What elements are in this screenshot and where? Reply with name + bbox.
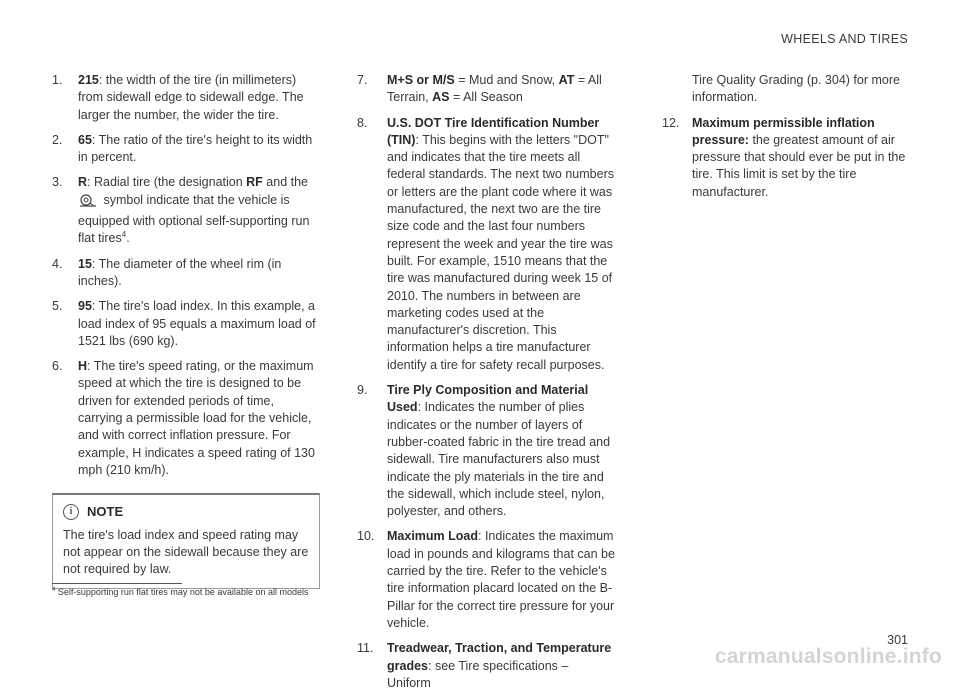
list-item: [357, 640, 615, 692]
item-number: 7.: [357, 73, 368, 87]
item-number: 8.: [357, 115, 368, 130]
item-number: [662, 72, 692, 107]
footnote-marker: 4: [52, 587, 56, 593]
list-item: 3. R: Radial tire (the designation RF and the symbol indicate that the vehicle is equipped with optional self-supporting run flat tires$^4$.: [52, 174, 320, 247]
item-term: U.S. DOT Tire Identification Number (TIN): [387, 115, 600, 147]
item-term: AT: [558, 73, 575, 87]
footnote: [52, 587, 308, 597]
tire-code-list-continued: [357, 72, 615, 692]
note-title: NOTE: [87, 504, 124, 520]
run-flat-tire-icon: [78, 194, 98, 213]
item-number: 1.: [52, 73, 63, 87]
item-text: : The diameter of the wheel rim (in inches).: [78, 256, 282, 288]
note-text: The tire's load index and speed rating may not appear on the sidewall because they are not required by law.: [63, 527, 309, 577]
list-item: 7. M+S or M/S = Mud and Snow, AT = All Terrain, AS = All Season: [357, 72, 615, 107]
column-2: [357, 72, 615, 700]
footnote-divider: [52, 583, 182, 584]
column-3: [662, 72, 908, 209]
item-number: 10.: [357, 529, 375, 544]
item-text: : Indicates the number of plies indicates or the number of layers of rubber-coated fabric in the tire tread and sidewall. Tire manufacturers also must indicate the ply materials in the tire and the sidewall, which include steel, nylon, polyester, and others.: [387, 400, 611, 519]
item-term: 65: [78, 132, 92, 147]
item-term-rf: RF: [246, 175, 263, 190]
section-header: WHEELS AND TIRES: [781, 32, 908, 46]
tire-code-list: [52, 72, 320, 479]
page-number: 301: [887, 633, 908, 647]
item-term: R: [78, 175, 88, 190]
item-text: : The ratio of the tire's height to its width in percent.: [78, 132, 313, 165]
item-term: Treadwear, Traction, and Temperature grades: [387, 641, 612, 673]
list-item: [52, 132, 320, 167]
item-text: : The tire's speed rating, or the maximum speed at which the tire is designed to be driven for extended periods of time, carrying a permissible load for the vehicle, and with correct inflation pressure. For example, H indicates a speed rating of 130 mph (210 km/h).: [78, 359, 315, 477]
tire-code-list-continued: [662, 72, 908, 201]
item-text: : Indicates the maximum load in pounds and kilograms that can be carried by the tire. Refer to the vehicle's tire information placard located on the B-Pillar for the correct tire pressure for your vehicle.: [387, 529, 615, 630]
item-term: H: [78, 359, 88, 374]
item-number: 11.: [357, 641, 374, 656]
item-text: the greatest amount of air pressure that should ever be put in the tire. This limit is set by the tire manufacturer.: [692, 132, 906, 199]
list-item: [662, 115, 908, 201]
list-item: [52, 358, 320, 479]
item-text: : see Tire specifications – Uniform: [387, 658, 569, 690]
item-term: 95: [78, 299, 92, 314]
list-item: [52, 72, 320, 124]
item-text: : The tire's load index. In this example, a load index of 95 equals a maximum load of 1521 lbs (690 kg).: [78, 299, 316, 348]
item-term: 15: [78, 256, 92, 271]
item-term: Tire Ply Composition and Material Used: [387, 383, 589, 415]
list-item: [357, 115, 615, 374]
item-number: 9.: [357, 383, 368, 398]
column-1: [52, 72, 320, 589]
list-item: [52, 298, 320, 350]
note-box: [52, 493, 320, 589]
item-term: 215: [78, 73, 99, 87]
item-number: 6.: [52, 359, 63, 374]
watermark: carmanualsonline.info: [714, 645, 942, 668]
item-text: symbol indicate that the vehicle is equipped with optional self-supporting run flat tires: [78, 192, 310, 246]
item-number: 2.: [52, 132, 63, 147]
item-text: : the width of the tire (in millimeters) from sidewall edge to sidewall edge. The larger the number, the wider the tire.: [78, 73, 304, 122]
list-item: [52, 256, 320, 291]
item-text: and the: [262, 175, 309, 190]
list-item: [357, 382, 615, 520]
list-item: [662, 72, 908, 107]
item-term: Maximum permissible inflation pressure:: [692, 115, 875, 147]
item-text: Tire Quality Grading (p. 304) for more information.: [692, 73, 900, 105]
item-text: : This begins with the letters "DOT" and indicates that the tire meets all federal standards. The next two numbers or letters are the plant code where it was manufactured, the next two are the tire size code and the last four numbers represent the week and year the tire was built. For example, 1510 means that the tire was manufactured during week 15 of 2010. The numbers in between are marketing codes used at the manufacturer's discretion. This information helps a tire manufacturer identify a tire for safety recall purposes.: [387, 132, 614, 372]
footnote-ref: 4: [121, 230, 127, 240]
item-number: 4.: [52, 256, 63, 271]
list-item: [357, 528, 615, 632]
item-term: Maximum Load: [387, 529, 478, 544]
item-number: 5.: [52, 299, 63, 314]
item-term: M+S or M/S: [387, 73, 455, 87]
item-term: AS: [432, 90, 450, 105]
item-number: 3.: [52, 175, 63, 190]
item-number: 12.: [662, 115, 680, 130]
footnote-text: Self-supporting run flat tires may not be available on all models: [55, 587, 309, 597]
info-icon: i: [63, 504, 79, 520]
item-text: : Radial tire (the designation: [87, 175, 247, 190]
